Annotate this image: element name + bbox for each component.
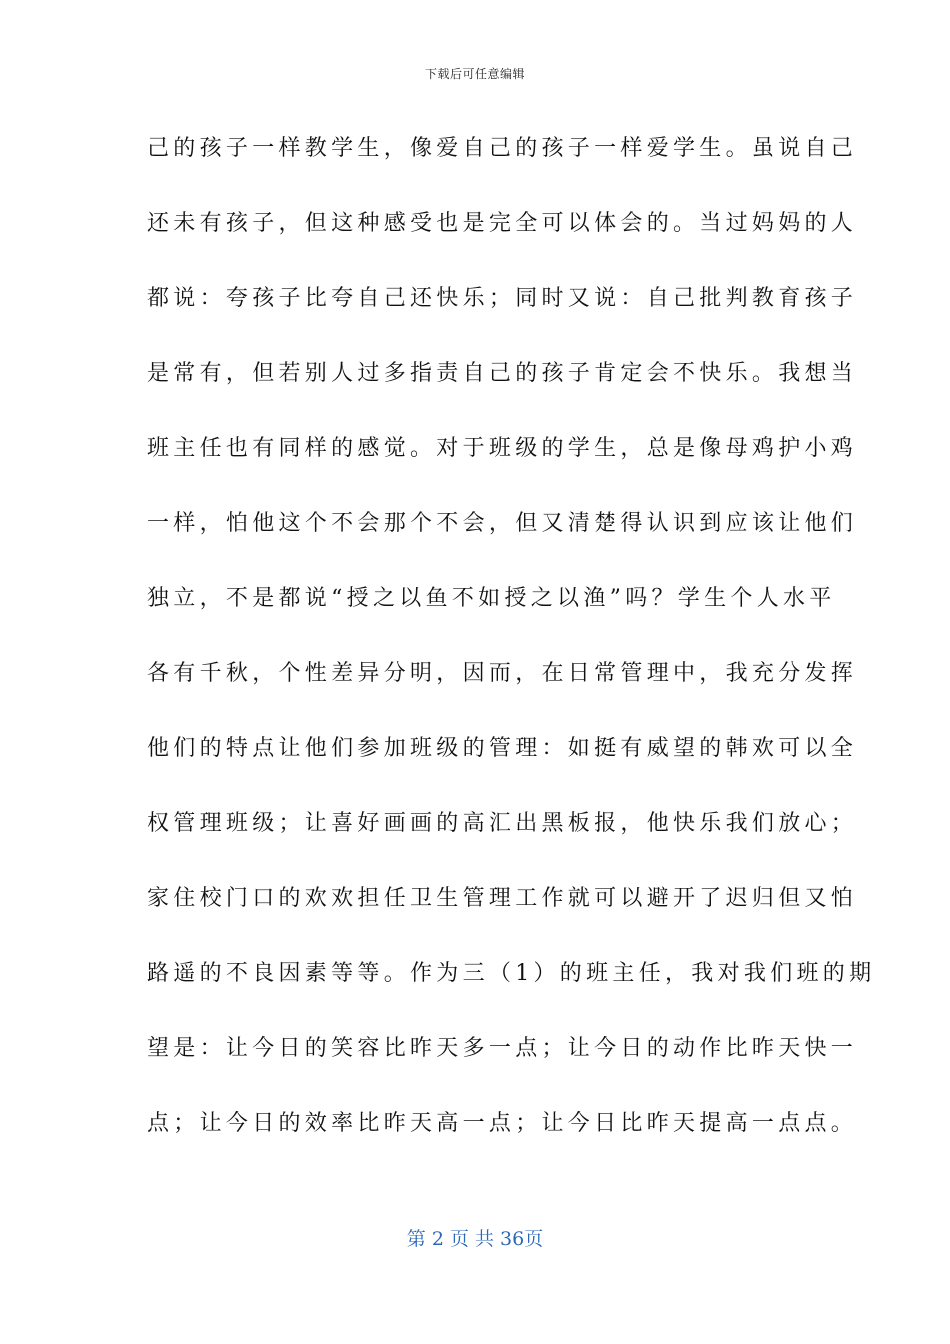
text-line: 各有千秋，个性差异分明，因而，在日常管理中，我充分发挥 <box>147 661 858 686</box>
text-line: 点；让今日的效率比昨天高一点；让今日比昨天提高一点点。 <box>147 1111 858 1136</box>
text-line: 一样，怕他这个不会那个不会，但又清楚得认识到应该让他们 <box>147 511 858 536</box>
text-line: 是常有，但若别人过多指责自己的孩子肯定会不快乐。我想当 <box>147 361 858 386</box>
text-line: 他们的特点让他们参加班级的管理：如挺有威望的韩欢可以全 <box>147 736 858 761</box>
text-line: 还未有孩子，但这种感受也是完全可以体会的。当过妈妈的人 <box>147 211 858 236</box>
text-line: 权管理班级；让喜好画画的高汇出黑板报，他快乐我们放心； <box>147 811 858 836</box>
text-line: 家住校门口的欢欢担任卫生管理工作就可以避开了迟归但又怕 <box>147 886 858 911</box>
text-line: 独立，不是都说“授之以鱼不如授之以渔”吗？学生个人水平 <box>147 586 836 611</box>
text-line: 班主任也有同样的感觉。对于班级的学生，总是像母鸡护小鸡 <box>147 436 858 461</box>
page-number-footer: 第 2 页 共 36页 <box>406 1228 544 1250</box>
page-header: 下载后可任意编辑 <box>424 67 525 81</box>
text-line: 路遥的不良因素等等。作为三（1）的班主任，我对我们班的期 <box>147 961 876 986</box>
document-body <box>147 111 876 1161</box>
text-line: 己的孩子一样教学生，像爱自己的孩子一样爱学生。虽说自己 <box>147 136 858 161</box>
text-line: 都说：夸孩子比夸自己还快乐；同时又说：自己批判教育孩子 <box>147 286 858 311</box>
text-line: 望是：让今日的笑容比昨天多一点；让今日的动作比昨天快一 <box>147 1036 858 1061</box>
